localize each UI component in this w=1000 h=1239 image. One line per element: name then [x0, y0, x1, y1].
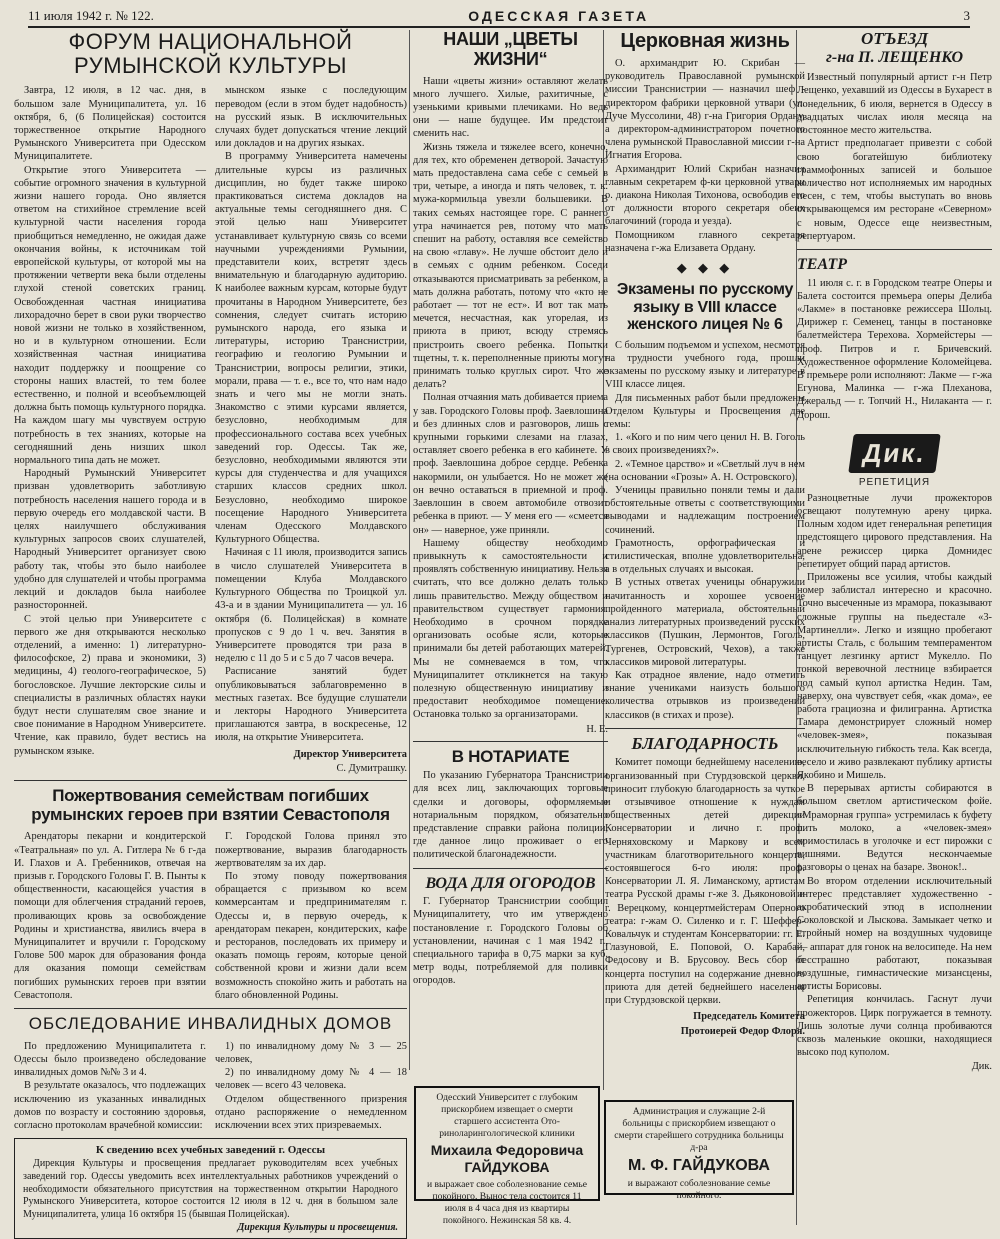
paragraph: Наши «цветы жизни» оставляют желать много лучшего. Хилые, рахитичные, с узенькими кривыми плечиками. Но ведь они — наше будущее. Им предстоит сменить нас.: [413, 75, 608, 140]
paragraph: мынском языке с последующим переводом (если в этом будет надобность) на русский язык. В исключительных случаях будет допускаться чтение лекций или докладов и на других языках.: [215, 85, 407, 150]
paragraph: Известный популярный артист г-н Петр Лещенко, уехавший из Одессы в Бухарест в понедельник, 6 июля, вернется в Одессу в двадцатых числах июля месяца на постоянное место жительства.: [797, 72, 992, 137]
church-article: [605, 57, 805, 255]
paragraph: Народный Румынский Университет призван удовлетворить заботливую потребность населения нашего города и в первую очередь его молдавской части. В целях наилучшего обслуживания культурных запросов своих слушателей, Народный Университет организует свою работу так, чтобы это было наиболее удобно для слушателей и чтобы программа лекций и докладов была наиболее разносторонней.: [14, 468, 206, 612]
paragraph: Открытие этого Университета — событие огромного значения в культурной жизни нашего города. Оно является ответом на стихийное стремление всей культурной части населения города приобщиться немедленно, не ожидая даже окончания войны, к источникам той европейской культуры, от которой мы на протяжении четверти века были отделены глухой стеной советских границ. Освобожденная частная инициатива лихорадочно берет в свои руки творчество новой жизни не только в хозяйственном, но и в культурном отношении. Если хозяйственная частная инициатива находит поддержку и поощрение со стороны наших властей, то тем более естественно, и полной и всеобъемлющей должна быть помощь культурного порядка. На каждом шагу мы чувствуем острую потребность в тех знаниях, которые на сегодняшний день низших школ нормального типа дать не может.: [14, 164, 206, 467]
notice-signature: Дирекция Культуры и просвещения.: [237, 1221, 398, 1233]
paragraph: Архимандрит Юлий Скрибан назначил главным секретарем ф-ки церковной утвари о. диакона Николая Тихонова, освободив его от должности второго секретаря обеих благочиний (города и уезда).: [605, 163, 805, 228]
divider: [413, 741, 608, 742]
thanks-text: Комитет помощи беднейшему населению, организованный при Стурдзовской церкви, приносит глубокую благодарность за чуткое и отзывчивое отношение к нуждам общественных детей дирекции Консерватории и лично г. проф. Черняховскому и Маркову и всем участникам благотворительного концерта, состоявшегося 6-го июля: проф. Консерватории Л. Я. Лиманскому, артистам театра Русской драмы г-же З. Дьяконовой и г. Верецкому, концертмейстерам Оперного театра: г-жам О. Силенко и г. Г. Шеффер-Ковальчук и студентам Консерватории: гг. Е. Глазуновой, Е. Поповой, О. Карабай, Федосову и В. Брусовоу. Весь сбор от концерта поступил на содержание дневного приюта для детей беднейшего населения при Стурдзовской церкви.: [605, 757, 805, 1007]
obituary-tail: и выражает свое соболезнование семье покойного. Вынос тела состоится 11 июля в 4 часа дня из квартиры покойного. Нежинская 58 кв. 4.: [426, 1178, 587, 1226]
column-arts: [797, 30, 992, 1225]
notary-text: По указанию Губернатора Транснистрии для всех лиц, заключающих торговые сделки и договоры, оформляемые нотариальным порядком, обязательно представление справки района полиции, где данное лицо проживает о его политической благонадежности.: [413, 770, 608, 861]
paragraph: Полная отчаяния мать добивается приема у зав. Городского Головы проф. Заевлошина и без длинных слов и разговоров, лишь с крупными горькими слезами на глазах, оставляет своего ребенка в его кабинете. У проф. Заевлошина доброе сердце. Ребенка накормили, он улыбается. Но не может же он вечно оставаться в приемной и проф. Заевлошин в своем автомобиле отвозит ребенка в приют. — У меня его — «смеется он» — наверное, уже приняли.: [413, 392, 608, 536]
paragraph: Как отрадное явление, надо отметить знание учениками наизусть большого количества отрывков из произведений классиков (в стихах и прозе).: [605, 669, 805, 721]
paragraph: Приложены все усилия, чтобы каждый номер заблистал интересно и красочно. Точно высеченные из мрамора, показывают сложные группы на пьедестале «3-Мартинелли». Легко и изящно пробегают артисты Сталь, с большим темпераментом танцует лезгинку артист Мукелло. По тонкой веревочной лестнице взбирается под самый купол артистка Недин. Там, наверху, она чувствует себя, «как дома», ее работа грациозна и филигранна. Артистка Тамара демонстрирует сложный номер «человек-змея», показывая исключительную гибкость тела. Как всегда, весело и живо развлекают публику артисты Якобино и Мишель.: [797, 571, 992, 782]
paragraph: Отделом общественного призрения отдано распоряжение о немедленном исключении всех этих призреваемых.: [215, 1093, 407, 1131]
paragraph: По предложению Муниципалитета г. Одессы было произведено обследование инвалидных домов №№ 3 и 4.: [14, 1040, 206, 1079]
circus-logo: [797, 434, 992, 473]
invalids-right: [215, 1040, 407, 1132]
circus-author-name: Дик.: [971, 1061, 992, 1073]
paragraph: Завтра, 12 июля, в 12 час. дня, в большом зале Муниципалитета, ул. 16 октября, 6, (6 Полицейская) состоится торжественное открытие Народного Румынского Университета при Одесском Муниципалитете.: [14, 85, 206, 163]
invalids-title: ОБСЛЕДОВАНИЕ ИНВАЛИДНЫХ ДОМОВ: [28, 1014, 393, 1034]
paragraph: Жизнь тяжела и тяжелее всего, конечно, для тех, кто обременен детворой. Зачастую мать предоставлена сама себе с семьей в три, четыре, а иногда и пять человек, т. к. мужа-кормильца увезли большевики. В таких семьях настоящее горе. С раннего утра начинается рев, потому что мать спешит на работу, оставляя все семейство на свою «главу». Не лучше обстоит дело и в семьях с одним ребенком. Соседи отказываются присматривать за ребенком, а мать должна работать, потому что «кто не работает — тот не ест». И вот так мать мечется, несчастная, как угорелая, из приюта в приют, всюду стремясь пристроить своего ребенка. Попытки тщетны, т. к. переполненные приюты могут принимать только круглых сирот. Что же делать?: [413, 141, 608, 391]
list-item: 1) по инвалидному дому № 3 — 25 человек,: [215, 1040, 407, 1065]
obituary-lead: Одесский Университет с глубоким прискорбием извещает о смерти старшего ассистента Ото-риноларингологической клиники: [436, 1092, 578, 1139]
paragraph: Во втором отделении исключительный интерес представляет художественно - акробатический этюд в исполнении Соколовской и Лыскова. Замыкает четко и стройный номер на воздушных чудовище — аппарат для гонок на велосипеде. На нем бесстрашно работают, показывая воздушные, гимнастические мизансцены, артисты Борисовы.: [797, 875, 992, 993]
paragraph: Нашему обществу необходимо привыкнуть к самостоятельности и проявлять собственную инициативу. Нельзя считать, что все должно делать только лишь правительство. Между обществом и правительством существует гармония. Необходимо в срочном порядке организовать особые ясли, которые принимали бы детей работающих матерей. Мы не сомневаемся в том, что Муниципалитет откликнется на такую полезную общественную инициативу и предоставит необходимое помещение. Остановка только за организаторами.: [413, 537, 608, 721]
issue-date: 11 июля 1942 г. № 122.: [28, 8, 154, 23]
forum-title: ФОРУМ НАЦИОНАЛЬНОЙ РУМЫНСКОЙ КУЛЬТУРЫ: [68, 29, 353, 79]
paragraph: С этой целью при Университете с первого же дня открываются несколько отделений, а именно: 1) литературно-философское, 2) права и экономики, 3) медицины, 4) геолого-географическое, 5) богословское. Лучшие лекторские силы и специалисты в различных областях науки будут нести слушателям свое знание и свое понимание в Народном Университете. Чтение, как правило, будет вестись на румынском языке.: [14, 613, 206, 757]
newspaper-name: ОДЕССКАЯ ГАЗЕТА: [468, 8, 650, 24]
water-text: Г. Губернатор Транснистрии сообщил Муниципалитету, что им утверждено постановление г. Городского Головы об установлении, начиная с 1 мая 1942 г., специального тарифа в 0,75 марки за куб. метр воды, потребляемой для поливки огородов.: [413, 896, 608, 987]
paragraph: Для письменных работ были предложены Отделом Культуры и Просвещения две темы:: [605, 392, 805, 431]
column-flowers: [413, 30, 608, 1070]
notice-title: К сведению всех учебных заведений г. Одессы: [95, 1144, 326, 1157]
paragraph: 2. «Темное царство» и «Светлый луч в нем (на основании «Грозы» А. Н. Островского).: [605, 458, 805, 483]
circus-article: [797, 492, 992, 1073]
leshchenko-title-2: г-на П. ЛЕЩЕНКО: [826, 48, 963, 66]
paragraph: По этому поводу пожертвования обращается с призывом ко всем коммерсантам и предпринимателям г. Одессы и, в первую очередь, к арендаторам пекарен, кондитерских, кафе и ресторанов, последовать их примеру и оказать помощь героям, которые ценой собственной крови и жизни дали всем возможность спокойно жить и работать на благо обновленной Родины.: [215, 871, 407, 1001]
paragraph: Начиная с 11 июля, производится запись в число слушателей Университета в помещении Клуба Молдавского Культурного Общества по Троицкой ул. 43-а и в здании Муниципалитета — ул. 16 октября (6. Полицейская) в комнате пропусков с 9 до 1 ч. веч. Занятия в Университете проводятся три раза в неделю с 11 до 5 и с 5 до 7 часов вечера.: [215, 547, 407, 665]
column-forum: [14, 29, 407, 1233]
divider: [14, 1008, 407, 1009]
paragraph: В результате оказалось, что подлежащих исключению из указанных инвалидных домов по возрасту и состоянию здоровья, согласно протоколам врачебной комиссии:: [14, 1080, 206, 1131]
church-title: Церковная жизнь: [620, 30, 790, 52]
leshchenko-title-1: ОТЪЕЗД: [861, 29, 928, 48]
paragraph: Артист предполагает привезти с собой свою богатейшую библиотеку граммофонных записей и большое количество нот исполняемых им народных песен, с тем, чтобы выступать во вновь открывающемся им ресторане «Северном» с новым, Одессе еще неизвестным, репертуаром.: [797, 138, 992, 242]
invalids-article: [14, 1040, 407, 1132]
flowers-title: НАШИ „ЦВЕТЫ ЖИЗНИ“: [443, 29, 578, 69]
leshchenko-article: [797, 71, 992, 243]
thanks-signature-title: Председатель Комитета: [693, 1011, 805, 1023]
page-number: 3: [963, 8, 970, 23]
forum-right: [215, 84, 407, 774]
exams-article: [605, 339, 805, 722]
divider: [797, 249, 992, 250]
paragraph: В программу Университета намечены длительные курсы из различных дисциплин, но будет также широко практиковаться система докладов на актуальные темы сегодняшнего дня. С этой целью наш Университет устанавливает культурную связь со всеми научными учреждениями Румынии, представители коих, встретят здесь внимательную и благодарную аудиторию. К наиболее важным курсам, которые будут прочитаны в Народном Университете, без сомнения, следует считать историю румынского народа, его языка и литературы, историю Транснистрии, географию и геологию Румынии и Транснистрии, вопросы религии, этики, морали, права — т. е., все то, что нам надо знать и чего мы не могли знать. Знакомство с этими курсами является, безусловно, необходимым для профессионального состава всех учебных заведений гор. Одессы. Так же, безусловно, необходимыми являются эти курсы для студенчества и для учащихся старших классов средних школ. Безусловно, необходимо широкое посещение Народного Университета членам Одесского Молдавского Культурного Общества.: [215, 151, 407, 546]
thanks-title: БЛАГОДАРНОСТЬ: [631, 733, 779, 753]
forum-signature-title: Директор Университета: [293, 748, 407, 760]
paragraph: Ученицы правильно поняли темы и дали обстоятельные ответы с соответствующими выводами и надлежащим построением сочинений.: [605, 485, 805, 536]
masthead: [28, 4, 970, 28]
paragraph: С большим подъемом и успехом, несмотря на трудности учебного года, прошли экзамены по русскому языку и литературе в VIII классе лицея.: [605, 339, 805, 391]
theatre-title: ТЕАТР: [797, 255, 848, 273]
circus-subtitle: РЕПЕТИЦИЯ: [858, 476, 931, 488]
forum-article: [14, 84, 407, 774]
obituary-university: [414, 1086, 600, 1226]
obituary-lead: Администрация и служащие 2-й больницы с прискорбием извещают о смерти старейшего сотрудника больницы д-ра: [614, 1106, 784, 1153]
paragraph: Г. Городской Голова принял это пожертвование, выразив благодарность жертвователям за их дар.: [215, 831, 407, 869]
obituary-name: М. Ф. ГАЙДУКОВА: [628, 1156, 770, 1174]
paragraph: В перерывах артисты собираются в большом светлом артистическом фойе. «Мраморная группа» устремилась к буфету пить молоко, а «человек-змея» примостилась в уголочке и ест пирожки с вишнями. Ведутся нескончаемые разговоры о ценах на базаре. Звонок!..: [797, 783, 992, 874]
notary-title: В НОТАРИАТЕ: [451, 746, 570, 766]
thanks-signature-name: Протоиерей Федор Флоря.: [680, 1025, 805, 1037]
paragraph: Грамотность, орфографическая и стилистическая, вполне удовлетворительна, а в отдельных случаях и высокая.: [605, 537, 805, 576]
theatre-text: 11 июля с. г. в Городском театре Оперы и Балета состоится премьера оперы Делиба «Лакме» в постановке режиссера Шольц. Дирижер г. Семенец, танцы в постановке балетмейстера Терехова. Хормейстеры — проф. Питров и г. Бричевский. Художественное оформление Коломейцева. В премьере роли исполняют: Лакме — г-жа Егунова, Малинка — г-жа Плеханова, Джеральд — г. Топчий Н., Нилаканта — г. Дорош.: [797, 277, 992, 421]
circus-sign: Дик.: [848, 434, 940, 473]
paragraph: Арендаторы пекарни и кондитерской «Театральная» по ул. А. Гитлера № 6 г-да И. Глахов и А. Гребенников, отвечая на призыв г. Городского Головы Г. В. Пынты к общественности, касающейся участия в помощи для облегчения страданий героев, проливающих кровь за освобождение Родины и христианства, явились вчера в Муниципалитет и вручили г. Городскому Голове 500 марок для образования фонда для оказания помощи семействам погибших румынских героев при взятии Севастополя.: [14, 831, 206, 1001]
donations-title: Пожертвования семействам погибших румынских героев при взятии Севастополя: [31, 786, 390, 824]
obituary-tail: и выражают соболезнование семье покойного.: [627, 1177, 771, 1201]
invalids-left: [14, 1040, 206, 1132]
flowers-signature: Н. Е.: [586, 723, 608, 735]
divider: [413, 868, 608, 869]
notice-box: [14, 1138, 407, 1238]
column-church: [605, 30, 805, 1080]
paragraph: 1. «Кого и по ним чего ценил Н. В. Гоголь в своих произведениях?».: [605, 432, 805, 457]
obituary-name: Михаила Федоровича ГАЙДУКОВА: [430, 1141, 584, 1176]
paragraph: О. архимандрит Ю. Скрибан — руководитель Православной румынской миссии Транснистрии — назначил шеф - директором фабрики церковной утвари (ул. Дуче Муссолини, 48) г-на Григория Ордану, а директором-администратором почетного члена румынской Православной миссии г-на Игнатия Егорова.: [605, 58, 805, 162]
paragraph: Репетиция кончилась. Гаснут лучи прожекторов. Цирк погружается в темноту. Лишь золотые лучи солнца пробиваются сквозь маленькие окошки, находящиеся высоко под куполом.: [797, 994, 992, 1059]
paragraph: В устных ответах ученицы обнаружили начитанность и хорошее усвоение пройденного материала, обстоятельный анализ литературных произведений русских классиков (Пушкин, Лермонтов, Гоголь, Тургенев, Островский, Чехов), а также классиков мировой литературы.: [605, 577, 805, 668]
paragraph: Помощником главного секретаря назначена г-жа Елизавета Ордану.: [605, 229, 805, 254]
donations-right: [215, 830, 407, 1002]
divider: [605, 728, 805, 729]
circus-author: [797, 1061, 992, 1072]
column-divider: [409, 30, 410, 1070]
ornament-divider: ◆ ◆ ◆: [676, 260, 734, 276]
obituary-hospital: [604, 1100, 794, 1201]
divider: [14, 780, 407, 781]
flowers-article: [413, 75, 608, 735]
donations-left: [14, 830, 206, 1002]
donations-article: [14, 830, 407, 1002]
exams-title: Экзамены по русскому языку в VIII классе женского лицея № 6: [616, 281, 794, 334]
forum-signature-name: С. Думитрашку.: [336, 763, 407, 775]
list-item: 2) по инвалидному дому № 4 — 18 человек — всего 43 человека.: [215, 1067, 407, 1092]
water-title: ВОДА ДЛЯ ОГОРОДОВ: [425, 874, 596, 892]
notice-text: Дирекция Культуры и просвещения предлагает руководителям всех учебных заведений гор. Одессы уведомить всех интеллектуальных работников учреждений о необходимости обязательного присутствия на торжественном открытии Народного Румынского Университета, которое состоится 12 июля в 12 ч. дня в большом зале Муниципалитета, улица 16 октября 15 (бывшая Полицейская).: [23, 1158, 398, 1220]
paragraph: Разноцветные лучи прожекторов освещают полутемную арену цирка. Полным ходом идет генеральная репетиция предстоящего цирового представления. На арене режиссер цирка Домнидес репетирует общий парад артистов.: [797, 492, 992, 570]
paragraph: Расписание занятий будет опубликовываться заблаговременно в местных газетах. Все будущие слушатели и лекторы Народного Университета приглашаются завтра, в воскресенье, 12 июля, на открытие Университета.: [215, 666, 407, 744]
forum-left: [14, 84, 206, 774]
